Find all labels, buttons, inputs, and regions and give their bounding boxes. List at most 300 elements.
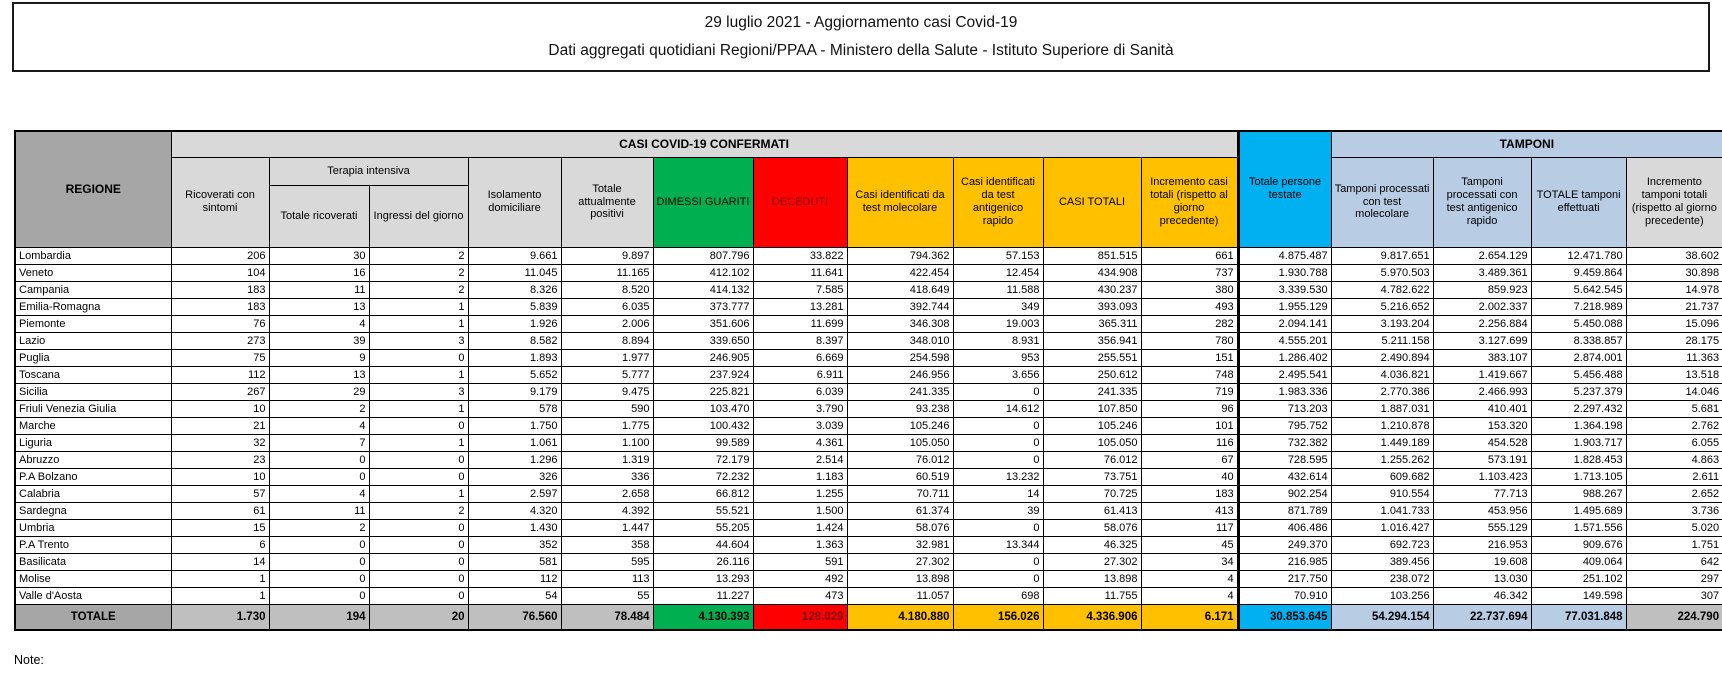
cell-value: 380 bbox=[1141, 281, 1238, 298]
cell-value: 21.737 bbox=[1626, 298, 1722, 315]
cell-value: 241.335 bbox=[847, 383, 953, 400]
cell-value: 29 bbox=[269, 383, 369, 400]
cell-value: 5.839 bbox=[468, 298, 561, 315]
cell-value: 2.490.894 bbox=[1331, 349, 1433, 366]
cell-value: 249.370 bbox=[1238, 536, 1331, 553]
cell-value: 3 bbox=[369, 383, 468, 400]
cell-value: 30 bbox=[269, 247, 369, 264]
cell-value: 4 bbox=[269, 417, 369, 434]
cell-value: 0 bbox=[953, 519, 1043, 536]
cell-value: 1 bbox=[369, 315, 468, 332]
cell-value: 4.320 bbox=[468, 502, 561, 519]
header-attualmente-positivi: Totale attualmente positivi bbox=[561, 157, 653, 247]
cell-value: 55.521 bbox=[653, 502, 753, 519]
report-title-box bbox=[12, 2, 1710, 72]
table-row bbox=[15, 247, 1722, 264]
cell-value: 3.656 bbox=[953, 366, 1043, 383]
cell-value: 383.107 bbox=[1433, 349, 1531, 366]
cell-value: 422.454 bbox=[847, 264, 953, 281]
cell-value: 358 bbox=[561, 536, 653, 553]
cell-value: 1.363 bbox=[753, 536, 847, 553]
cell-value: 406.486 bbox=[1238, 519, 1331, 536]
cell-value: 11.641 bbox=[753, 264, 847, 281]
cell-value: 698 bbox=[953, 587, 1043, 604]
cell-value: 0 bbox=[369, 587, 468, 604]
cell-value: 0 bbox=[369, 570, 468, 587]
cell-value: 70.725 bbox=[1043, 485, 1141, 502]
cell-value: 0 bbox=[953, 434, 1043, 451]
cell-value: 44.604 bbox=[653, 536, 753, 553]
cell-value: 11.227 bbox=[653, 587, 753, 604]
cell-value: 871.789 bbox=[1238, 502, 1331, 519]
header-regione: REGIONE bbox=[15, 131, 171, 247]
cell-value: 27.302 bbox=[1043, 553, 1141, 570]
cell-value: 57 bbox=[171, 485, 269, 502]
cell-value: 1.713.105 bbox=[1531, 468, 1626, 485]
cell-value: 348.010 bbox=[847, 332, 953, 349]
table-body bbox=[15, 247, 1722, 630]
cell-value: 4.336.906 bbox=[1043, 604, 1141, 630]
cell-value: 1.419.667 bbox=[1433, 366, 1531, 383]
cell-value: 5.652 bbox=[468, 366, 561, 383]
table-header bbox=[15, 131, 1722, 247]
cell-value: 11.755 bbox=[1043, 587, 1141, 604]
cell-value: 737 bbox=[1141, 264, 1238, 281]
cell-value: 76.560 bbox=[468, 604, 561, 630]
cell-value: 14.612 bbox=[953, 400, 1043, 417]
cell-value: 216.985 bbox=[1238, 553, 1331, 570]
cell-value: 1.926 bbox=[468, 315, 561, 332]
cell-value: 9.475 bbox=[561, 383, 653, 400]
table-row bbox=[15, 451, 1722, 468]
header-isolamento: Isolamento domiciliare bbox=[468, 157, 561, 247]
header-terapia-intensiva: Terapia intensiva bbox=[269, 157, 468, 185]
cell-value: 8.894 bbox=[561, 332, 653, 349]
cell-value: 267 bbox=[171, 383, 269, 400]
cell-value: 77.713 bbox=[1433, 485, 1531, 502]
cell-value: 117 bbox=[1141, 519, 1238, 536]
cell-value: 2 bbox=[369, 247, 468, 264]
cell-value: 1.103.423 bbox=[1433, 468, 1531, 485]
cell-value: 38.602 bbox=[1626, 247, 1722, 264]
table-row bbox=[15, 400, 1722, 417]
cell-value: 0 bbox=[269, 587, 369, 604]
cell-value: 30.898 bbox=[1626, 264, 1722, 281]
cell-value: 14.046 bbox=[1626, 383, 1722, 400]
cell-value: 75 bbox=[171, 349, 269, 366]
cell-value: 4.555.201 bbox=[1238, 332, 1331, 349]
cell-value: 349 bbox=[953, 298, 1043, 315]
cell-value: 365.311 bbox=[1043, 315, 1141, 332]
cell-value: 15.096 bbox=[1626, 315, 1722, 332]
cell-value: 6.039 bbox=[753, 383, 847, 400]
cell-value: 11 bbox=[269, 281, 369, 298]
cell-value: 414.132 bbox=[653, 281, 753, 298]
cell-value: 13.898 bbox=[847, 570, 953, 587]
cell-value: 6.035 bbox=[561, 298, 653, 315]
cell-value: 93.238 bbox=[847, 400, 953, 417]
cell-value: 100.432 bbox=[653, 417, 753, 434]
cell-value: 61 bbox=[171, 502, 269, 519]
cell-value: 0 bbox=[269, 553, 369, 570]
cell-value: 1.296 bbox=[468, 451, 561, 468]
region-name: Puglia bbox=[15, 349, 171, 366]
cell-value: 8.326 bbox=[468, 281, 561, 298]
cell-value: 96 bbox=[1141, 400, 1238, 417]
cell-value: 116 bbox=[1141, 434, 1238, 451]
cell-value: 6.171 bbox=[1141, 604, 1238, 630]
cell-value: 61.413 bbox=[1043, 502, 1141, 519]
cell-value: 2.611 bbox=[1626, 468, 1722, 485]
cell-value: 351.606 bbox=[653, 315, 753, 332]
cell-value: 794.362 bbox=[847, 247, 953, 264]
cell-value: 392.744 bbox=[847, 298, 953, 315]
cell-value: 113 bbox=[561, 570, 653, 587]
cell-value: 183 bbox=[171, 298, 269, 315]
cell-value: 10 bbox=[171, 400, 269, 417]
header-group-tamponi: TAMPONI bbox=[1331, 131, 1722, 157]
cell-value: 21 bbox=[171, 417, 269, 434]
cell-value: 1.016.427 bbox=[1331, 519, 1433, 536]
cell-value: 67 bbox=[1141, 451, 1238, 468]
cell-value: 76.012 bbox=[1043, 451, 1141, 468]
cell-value: 8.397 bbox=[753, 332, 847, 349]
table-row bbox=[15, 281, 1722, 298]
cell-value: 2 bbox=[369, 281, 468, 298]
cell-value: 16 bbox=[269, 264, 369, 281]
header-casi-antigenico: Casi identificati da test antigenico rapido bbox=[953, 157, 1043, 247]
cell-value: 9.817.651 bbox=[1331, 247, 1433, 264]
cell-value: 1.255 bbox=[753, 485, 847, 502]
cell-value: 6 bbox=[171, 536, 269, 553]
covid-data-table bbox=[14, 130, 1722, 631]
cell-value: 54.294.154 bbox=[1331, 604, 1433, 630]
cell-value: 12.454 bbox=[953, 264, 1043, 281]
cell-value: 2.002.337 bbox=[1433, 298, 1531, 315]
cell-value: 430.237 bbox=[1043, 281, 1141, 298]
report-title-line2: Dati aggregati quotidiani Regioni/PPAA - Ministero della Salute - Istituto Superiore di Sanità bbox=[548, 42, 1174, 59]
cell-value: 70.711 bbox=[847, 485, 953, 502]
cell-value: 326 bbox=[468, 468, 561, 485]
cell-value: 2 bbox=[369, 502, 468, 519]
cell-value: 2.256.884 bbox=[1433, 315, 1531, 332]
cell-value: 55 bbox=[561, 587, 653, 604]
cell-value: 72.179 bbox=[653, 451, 753, 468]
cell-value: 26.116 bbox=[653, 553, 753, 570]
table-row bbox=[15, 332, 1722, 349]
cell-value: 57.153 bbox=[953, 247, 1043, 264]
cell-value: 3.790 bbox=[753, 400, 847, 417]
cell-value: 909.676 bbox=[1531, 536, 1626, 553]
cell-value: 76.012 bbox=[847, 451, 953, 468]
cell-value: 8.338.857 bbox=[1531, 332, 1626, 349]
cell-value: 70.910 bbox=[1238, 587, 1331, 604]
cell-value: 1.447 bbox=[561, 519, 653, 536]
cell-value: 5.777 bbox=[561, 366, 653, 383]
cell-value: 3.489.361 bbox=[1433, 264, 1531, 281]
region-name: Basilicata bbox=[15, 553, 171, 570]
cell-value: 732.382 bbox=[1238, 434, 1331, 451]
cell-value: 5.450.088 bbox=[1531, 315, 1626, 332]
cell-value: 346.308 bbox=[847, 315, 953, 332]
cell-value: 2.658 bbox=[561, 485, 653, 502]
cell-value: 101 bbox=[1141, 417, 1238, 434]
cell-value: 1 bbox=[369, 400, 468, 417]
cell-value: 183 bbox=[171, 281, 269, 298]
cell-value: 11.699 bbox=[753, 315, 847, 332]
region-name: Sardegna bbox=[15, 502, 171, 519]
cell-value: 11.363 bbox=[1626, 349, 1722, 366]
cell-value: 7.585 bbox=[753, 281, 847, 298]
cell-value: 1 bbox=[369, 366, 468, 383]
region-name: Toscana bbox=[15, 366, 171, 383]
cell-value: 58.076 bbox=[847, 519, 953, 536]
header-tamponi-antigenico: Tamponi processati con test antigenico rapido bbox=[1433, 157, 1531, 247]
cell-value: 581 bbox=[468, 553, 561, 570]
header-ingressi-giorno: Ingressi del giorno bbox=[369, 185, 468, 247]
cell-value: 661 bbox=[1141, 247, 1238, 264]
header-group-casi-confermati: CASI COVID-19 CONFERMATI bbox=[171, 131, 1238, 157]
cell-value: 1.061 bbox=[468, 434, 561, 451]
table-row bbox=[15, 587, 1722, 604]
cell-value: 0 bbox=[953, 553, 1043, 570]
cell-value: 11 bbox=[269, 502, 369, 519]
cell-value: 246.956 bbox=[847, 366, 953, 383]
cell-value: 1.100 bbox=[561, 434, 653, 451]
cell-value: 153.320 bbox=[1433, 417, 1531, 434]
cell-value: 1.955.129 bbox=[1238, 298, 1331, 315]
cell-value: 3.039 bbox=[753, 417, 847, 434]
cell-value: 9.661 bbox=[468, 247, 561, 264]
cell-value: 1.893 bbox=[468, 349, 561, 366]
region-name: Molise bbox=[15, 570, 171, 587]
cell-value: 46.325 bbox=[1043, 536, 1141, 553]
table-row bbox=[15, 502, 1722, 519]
cell-value: 953 bbox=[953, 349, 1043, 366]
cell-value: 1.319 bbox=[561, 451, 653, 468]
cell-value: 19.608 bbox=[1433, 553, 1531, 570]
cell-value: 0 bbox=[953, 417, 1043, 434]
cell-value: 99.589 bbox=[653, 434, 753, 451]
cell-value: 22.737.694 bbox=[1433, 604, 1531, 630]
cell-value: 13.898 bbox=[1043, 570, 1141, 587]
cell-value: 4.863 bbox=[1626, 451, 1722, 468]
cell-value: 273 bbox=[171, 332, 269, 349]
cell-value: 1.983.336 bbox=[1238, 383, 1331, 400]
cell-value: 910.554 bbox=[1331, 485, 1433, 502]
header-totale-tamponi: TOTALE tamponi effettuati bbox=[1531, 157, 1626, 247]
cell-value: 11.057 bbox=[847, 587, 953, 604]
cell-value: 780 bbox=[1141, 332, 1238, 349]
header-deceduti: DECEDUTI bbox=[753, 157, 847, 247]
cell-value: 4.875.487 bbox=[1238, 247, 1331, 264]
cell-value: 2.652 bbox=[1626, 485, 1722, 502]
cell-value: 418.649 bbox=[847, 281, 953, 298]
cell-value: 194 bbox=[269, 604, 369, 630]
cell-value: 1.210.878 bbox=[1331, 417, 1433, 434]
cell-value: 297 bbox=[1626, 570, 1722, 587]
cell-value: 10 bbox=[171, 468, 269, 485]
cell-value: 5.681 bbox=[1626, 400, 1722, 417]
cell-value: 8.520 bbox=[561, 281, 653, 298]
table-row bbox=[15, 485, 1722, 502]
cell-value: 40 bbox=[1141, 468, 1238, 485]
cell-value: 149.598 bbox=[1531, 587, 1626, 604]
cell-value: 2.514 bbox=[753, 451, 847, 468]
header-incremento-tamponi: Incremento tamponi totali (rispetto al giorno precedente) bbox=[1626, 157, 1722, 247]
header-ricoverati-sintomi: Ricoverati con sintomi bbox=[171, 157, 269, 247]
cell-value: 0 bbox=[369, 417, 468, 434]
header-persone-testate: Totale persone testate bbox=[1238, 131, 1331, 247]
region-name: Lombardia bbox=[15, 247, 171, 264]
header-totale-ricoverati: Totale ricoverati bbox=[269, 185, 369, 247]
region-name: P.A Bolzano bbox=[15, 468, 171, 485]
cell-value: 6.669 bbox=[753, 349, 847, 366]
cell-value: 8.582 bbox=[468, 332, 561, 349]
cell-value: 1.571.556 bbox=[1531, 519, 1626, 536]
cell-value: 0 bbox=[269, 468, 369, 485]
cell-value: 413 bbox=[1141, 502, 1238, 519]
cell-value: 76 bbox=[171, 315, 269, 332]
cell-value: 0 bbox=[269, 536, 369, 553]
cell-value: 78.484 bbox=[561, 604, 653, 630]
cell-value: 0 bbox=[369, 451, 468, 468]
header-casi-totali: CASI TOTALI bbox=[1043, 157, 1141, 247]
cell-value: 14.978 bbox=[1626, 281, 1722, 298]
table-row bbox=[15, 519, 1722, 536]
table-row bbox=[15, 383, 1722, 400]
cell-value: 4.361 bbox=[753, 434, 847, 451]
cell-value: 250.612 bbox=[1043, 366, 1141, 383]
cell-value: 27.302 bbox=[847, 553, 953, 570]
cell-value: 1.977 bbox=[561, 349, 653, 366]
cell-value: 795.752 bbox=[1238, 417, 1331, 434]
region-name: Abruzzo bbox=[15, 451, 171, 468]
header-dimessi-guariti: DIMESSI GUARITI bbox=[653, 157, 753, 247]
cell-value: 578 bbox=[468, 400, 561, 417]
cell-value: 5.970.503 bbox=[1331, 264, 1433, 281]
cell-value: 4 bbox=[269, 485, 369, 502]
cell-value: 473 bbox=[753, 587, 847, 604]
cell-value: 11.045 bbox=[468, 264, 561, 281]
cell-value: 183 bbox=[1141, 485, 1238, 502]
cell-value: 1.183 bbox=[753, 468, 847, 485]
region-name: Veneto bbox=[15, 264, 171, 281]
cell-value: 713.203 bbox=[1238, 400, 1331, 417]
cell-value: 356.941 bbox=[1043, 332, 1141, 349]
cell-value: 72.232 bbox=[653, 468, 753, 485]
cell-value: 393.093 bbox=[1043, 298, 1141, 315]
cell-value: 13.518 bbox=[1626, 366, 1722, 383]
cell-value: 434.908 bbox=[1043, 264, 1141, 281]
cell-value: 13.281 bbox=[753, 298, 847, 315]
table-row bbox=[15, 315, 1722, 332]
cell-value: 2.874.001 bbox=[1531, 349, 1626, 366]
cell-value: 282 bbox=[1141, 315, 1238, 332]
cell-value: 0 bbox=[953, 451, 1043, 468]
region-name: Piemonte bbox=[15, 315, 171, 332]
cell-value: 409.064 bbox=[1531, 553, 1626, 570]
cell-value: 246.905 bbox=[653, 349, 753, 366]
cell-value: 2.466.993 bbox=[1433, 383, 1531, 400]
cell-value: 2.762 bbox=[1626, 417, 1722, 434]
cell-value: 3.193.204 bbox=[1331, 315, 1433, 332]
cell-value: 1.750 bbox=[468, 417, 561, 434]
cell-value: 105.050 bbox=[1043, 434, 1141, 451]
cell-value: 1.500 bbox=[753, 502, 847, 519]
cell-value: 103.470 bbox=[653, 400, 753, 417]
cell-value: 0 bbox=[369, 519, 468, 536]
cell-value: 60.519 bbox=[847, 468, 953, 485]
cell-value: 238.072 bbox=[1331, 570, 1433, 587]
cell-value: 807.796 bbox=[653, 247, 753, 264]
cell-value: 77.031.848 bbox=[1531, 604, 1626, 630]
cell-value: 19.003 bbox=[953, 315, 1043, 332]
cell-value: 2.495.541 bbox=[1238, 366, 1331, 383]
table-row bbox=[15, 536, 1722, 553]
cell-value: 352 bbox=[468, 536, 561, 553]
cell-value: 851.515 bbox=[1043, 247, 1141, 264]
cell-value: 54 bbox=[468, 587, 561, 604]
cell-value: 112 bbox=[171, 366, 269, 383]
cell-value: 1.364.198 bbox=[1531, 417, 1626, 434]
cell-value: 0 bbox=[369, 468, 468, 485]
cell-value: 1.903.717 bbox=[1531, 434, 1626, 451]
cell-value: 128.029 bbox=[753, 604, 847, 630]
total-row bbox=[15, 604, 1722, 630]
cell-value: 692.723 bbox=[1331, 536, 1433, 553]
cell-value: 30.853.645 bbox=[1238, 604, 1331, 630]
cell-value: 1.775 bbox=[561, 417, 653, 434]
total-row-label: TOTALE bbox=[15, 604, 171, 630]
cell-value: 412.102 bbox=[653, 264, 753, 281]
header-incremento-casi: Incremento casi totali (rispetto al giorno precedente) bbox=[1141, 157, 1238, 247]
cell-value: 2 bbox=[269, 519, 369, 536]
cell-value: 4 bbox=[1141, 587, 1238, 604]
cell-value: 61.374 bbox=[847, 502, 953, 519]
cell-value: 9.179 bbox=[468, 383, 561, 400]
cell-value: 1.041.733 bbox=[1331, 502, 1433, 519]
cell-value: 595 bbox=[561, 553, 653, 570]
region-name: Calabria bbox=[15, 485, 171, 502]
cell-value: 13.232 bbox=[953, 468, 1043, 485]
region-name: Umbria bbox=[15, 519, 171, 536]
cell-value: 32 bbox=[171, 434, 269, 451]
cell-value: 7 bbox=[269, 434, 369, 451]
cell-value: 988.267 bbox=[1531, 485, 1626, 502]
cell-value: 13.344 bbox=[953, 536, 1043, 553]
cell-value: 2 bbox=[269, 400, 369, 417]
cell-value: 33.822 bbox=[753, 247, 847, 264]
cell-value: 902.254 bbox=[1238, 485, 1331, 502]
cell-value: 105.050 bbox=[847, 434, 953, 451]
cell-value: 9.459.864 bbox=[1531, 264, 1626, 281]
cell-value: 1 bbox=[369, 434, 468, 451]
cell-value: 4.036.821 bbox=[1331, 366, 1433, 383]
cell-value: 859.923 bbox=[1433, 281, 1531, 298]
cell-value: 307 bbox=[1626, 587, 1722, 604]
cell-value: 11.588 bbox=[953, 281, 1043, 298]
cell-value: 432.614 bbox=[1238, 468, 1331, 485]
cell-value: 410.401 bbox=[1433, 400, 1531, 417]
cell-value: 216.953 bbox=[1433, 536, 1531, 553]
cell-value: 237.924 bbox=[653, 366, 753, 383]
cell-value: 453.956 bbox=[1433, 502, 1531, 519]
cell-value: 2.006 bbox=[561, 315, 653, 332]
cell-value: 206 bbox=[171, 247, 269, 264]
cell-value: 389.456 bbox=[1331, 553, 1433, 570]
cell-value: 55.205 bbox=[653, 519, 753, 536]
